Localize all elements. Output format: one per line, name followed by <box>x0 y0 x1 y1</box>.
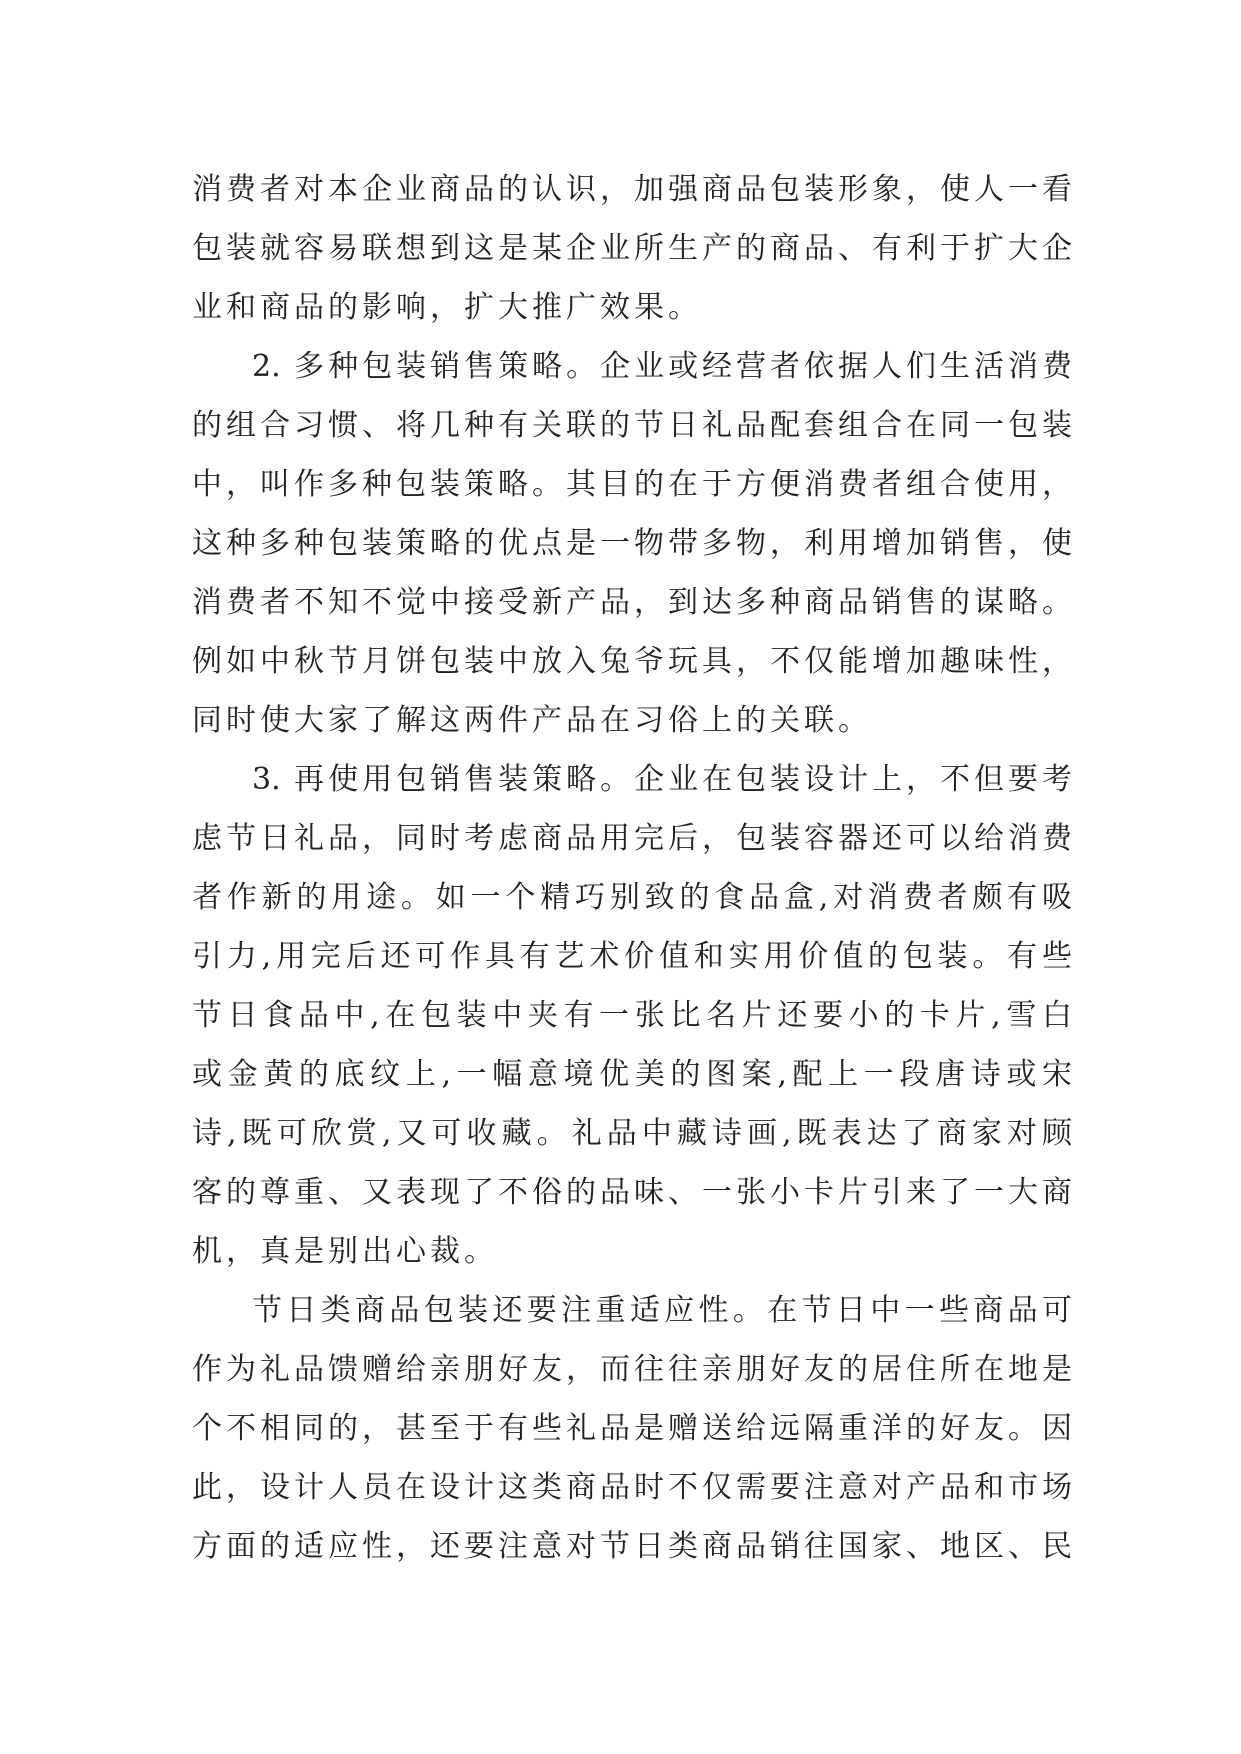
text-line: 个不相同的，甚至于有些礼品是赠送给远隔重洋的好友。因 <box>192 1411 1072 1446</box>
text-line: 3. 再使用包销售装策略。企业在包装设计上，不但要考 <box>252 762 1072 797</box>
text-line: 诗,既可欣赏,又可收藏。礼品中藏诗画,既表达了商家对顾 <box>192 1116 1072 1151</box>
text-line: 2. 多种包装销售策略。企业或经营者依据人们生活消费 <box>252 349 1072 384</box>
body-text <box>192 160 1072 1576</box>
text-line: 客的尊重、又表现了不俗的品味、一张小卡片引来了一大商 <box>192 1175 1072 1210</box>
text-line: 虑节日礼品，同时考虑商品用完后，包装容器还可以给消费 <box>192 821 1072 856</box>
text-line: 业和商品的影响，扩大推广效果。 <box>192 290 702 325</box>
text-line: 中，叫作多种包装策略。其目的在于方便消费者组合使用， <box>192 467 1072 502</box>
text-line: 此，设计人员在设计这类商品时不仅需要注意对产品和市场 <box>192 1470 1072 1505</box>
text-line: 包装就容易联想到这是某企业所生产的商品、有利于扩大企 <box>192 231 1072 266</box>
text-line: 同时使大家了解这两件产品在习俗上的关联。 <box>192 703 872 738</box>
text-line: 方面的适应性，还要注意对节日类商品销往国家、地区、民 <box>192 1529 1072 1564</box>
text-line: 这种多种包装策略的优点是一物带多物，利用增加销售，使 <box>192 526 1072 561</box>
text-line: 节日类商品包装还要注重适应性。在节日中一些商品可 <box>252 1293 1072 1328</box>
text-line: 引力,用完后还可作具有艺术价值和实用价值的包装。有些 <box>192 939 1072 974</box>
text-line: 者作新的用途。如一个精巧别致的食品盒,对消费者颇有吸 <box>192 880 1072 915</box>
text-line: 消费者不知不觉中接受新产品，到达多种商品销售的谋略。 <box>192 585 1072 620</box>
text-line: 的组合习惯、将几种有关联的节日礼品配套组合在同一包装 <box>192 408 1072 443</box>
text-line: 节日食品中,在包装中夹有一张比名片还要小的卡片,雪白 <box>192 998 1072 1033</box>
text-line: 机，真是别出心裁。 <box>192 1234 498 1269</box>
text-line: 作为礼品馈赠给亲朋好友，而往往亲朋好友的居住所在地是 <box>192 1352 1072 1387</box>
text-line: 消费者对本企业商品的认识，加强商品包装形象，使人一看 <box>192 172 1072 207</box>
text-line: 例如中秋节月饼包装中放入兔爷玩具，不仅能增加趣味性， <box>192 644 1072 679</box>
text-line: 或金黄的底纹上,一幅意境优美的图案,配上一段唐诗或宋 <box>192 1057 1072 1092</box>
